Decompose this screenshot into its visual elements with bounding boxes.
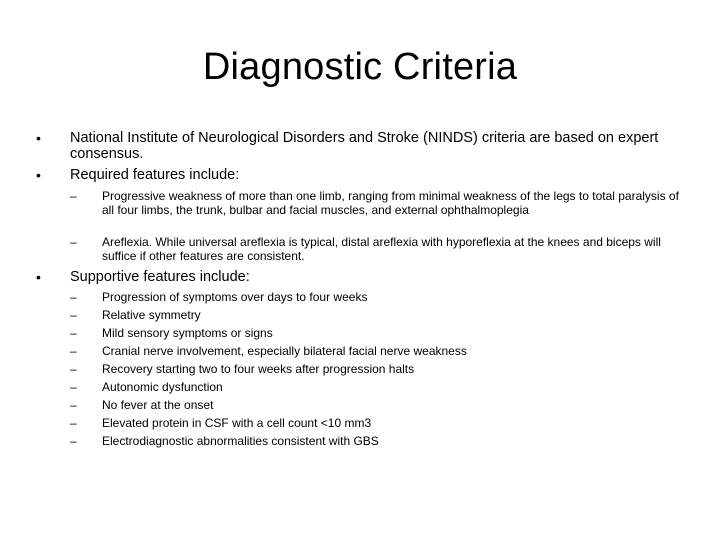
dash-marker: – xyxy=(70,398,77,412)
dash-marker: – xyxy=(70,434,77,448)
sub-bullet-text: Mild sensory symptoms or signs xyxy=(102,326,273,340)
sub-bullet-text: Areflexia. While universal areflexia is typical, distal areflexia with hyporeflexia at the knees and biceps will suffice if other features are consistent. xyxy=(102,235,661,263)
sub-bullet-text: Progressive weakness of more than one limb, ranging from minimal weakness of the legs to total paralysis of all four limbs, the trunk, bulbar and facial muscles, and external ophthalmoplegia xyxy=(102,189,679,217)
bullet-marker: • xyxy=(36,269,41,285)
dash-marker: – xyxy=(70,189,77,203)
dash-marker: – xyxy=(70,416,77,430)
dash-marker: – xyxy=(70,362,77,376)
sub-bullet-text: Autonomic dysfunction xyxy=(102,380,223,394)
sub-bullet-text: Relative symmetry xyxy=(102,308,201,322)
bullet-text: National Institute of Neurological Disorders and Stroke (NINDS) criteria are based on expert consensus. xyxy=(70,130,659,162)
sub-bullet-text: Electrodiagnostic abnormalities consistent with GBS xyxy=(102,434,379,448)
sub-bullet-text: Cranial nerve involvement, especially bilateral facial nerve weakness xyxy=(102,344,467,358)
dash-marker: – xyxy=(70,290,77,304)
bullet-text: Supportive features include: xyxy=(70,269,250,285)
dash-marker: – xyxy=(70,326,77,340)
bullet-marker: • xyxy=(36,167,41,183)
dash-marker: – xyxy=(70,235,77,249)
bullet-text: Required features include: xyxy=(70,167,240,183)
sub-bullet-text: Progression of symptoms over days to four weeks xyxy=(102,290,368,304)
sub-bullet-text: No fever at the onset xyxy=(102,398,214,412)
dash-marker: – xyxy=(70,344,77,358)
dash-marker: – xyxy=(70,308,77,322)
sub-bullet-text: Recovery starting two to four weeks after progression halts xyxy=(102,362,415,376)
sub-bullet-text: Elevated protein in CSF with a cell count <10 mm3 xyxy=(102,416,372,430)
dash-marker: – xyxy=(70,380,77,394)
slide-title: Diagnostic Criteria xyxy=(202,46,518,88)
bullet-marker: • xyxy=(36,130,41,146)
